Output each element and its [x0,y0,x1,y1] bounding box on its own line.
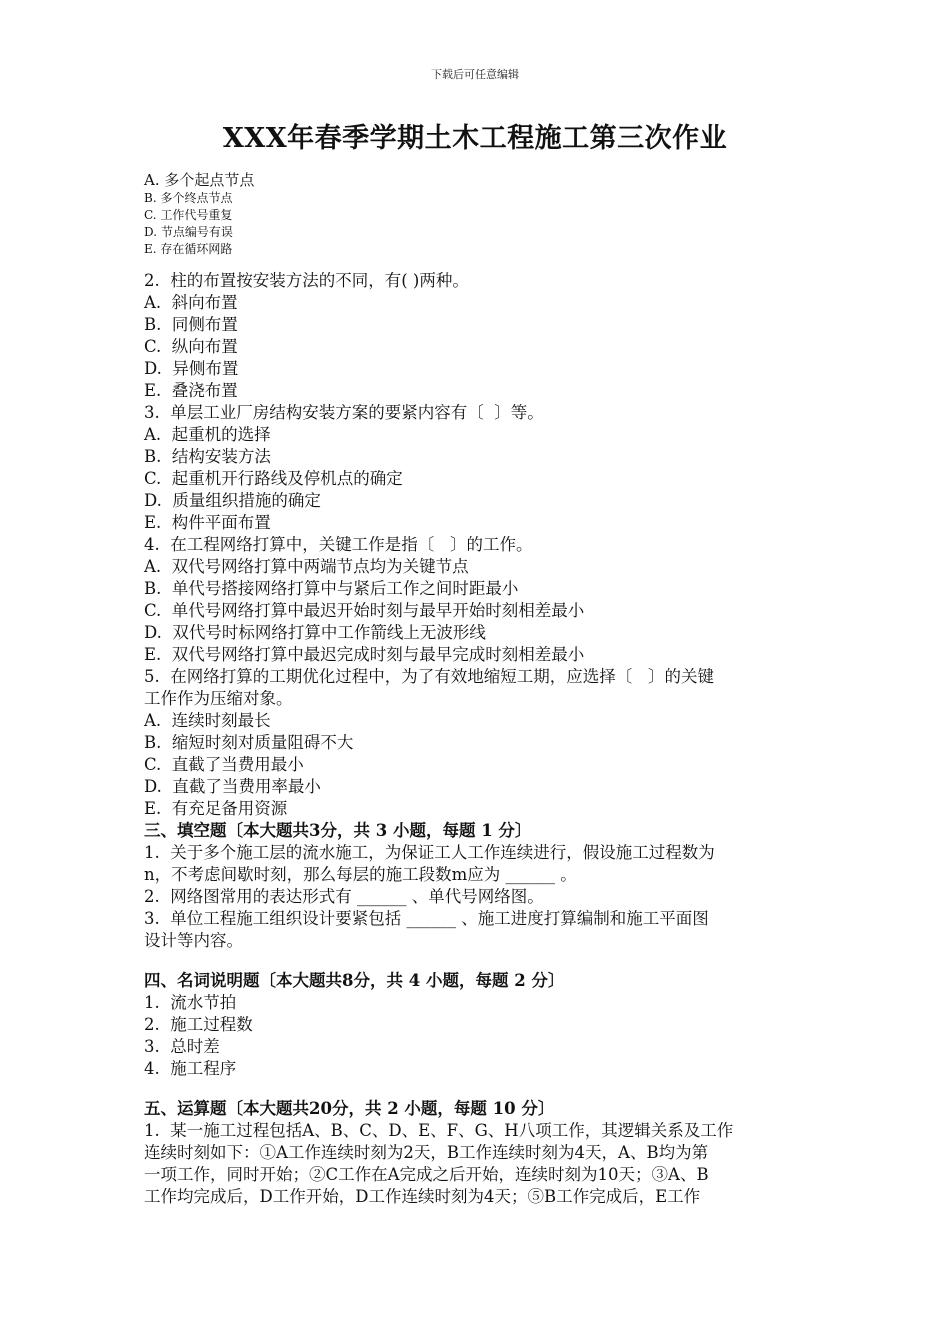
text-line: 3. 总时差 [144,1037,220,1056]
text-line: C. 直截了当费用最小 [144,755,304,774]
text-line: D. 直截了当费用率最小 [144,777,321,796]
text-line: 5. 在网络打算的工期优化过程中，为了有效地缩短工期，应选择〔 〕的关键 [144,667,714,686]
section-heading: 三、填空题〔本大题共3分，共 3 小题，每题 1 分〕 [144,821,532,840]
text-line: A. 起重机的选择 [144,425,271,444]
text-line: 4. 施工程序 [144,1059,237,1078]
text-line: 2. 网络图常用的表达形式有 ______ 、单代号网络图。 [144,887,544,906]
text-line: E. 有充足备用资源 [144,799,288,818]
question-1-options [144,172,809,258]
section-3 [144,820,809,952]
text-line: 3. 单位工程施工组织设计要紧包括 ______ 、施工进度打算编制和施工平面图 [144,909,709,928]
text-line: 一项工作，同时开始；②C工作在A完成之后开始，连续时刻为10天；③A、B [144,1165,709,1184]
text-line: D. 异侧布置 [144,359,239,378]
option-line: E. 存在循环网路 [144,242,233,256]
text-line: A. 斜向布置 [144,293,238,312]
option-line: D. 节点编号有误 [144,225,233,239]
text-line: 工作均完成后，D工作开始，D工作连续时刻为4天；⑤B工作完成后，E工作 [144,1187,701,1206]
text-line: 4. 在工程网络打算中，关键工作是指〔 〕的工作。 [144,535,533,554]
text-line: n，不考虑间歇时刻，那么每层的施工段数m应为 ______ 。 [144,865,577,884]
section-4 [144,970,809,1080]
text-line: B. 同侧布置 [144,315,238,334]
document-title: XXX年春季学期土木工程施工第三次作业 [222,123,728,154]
text-line: B. 单代号搭接网络打算中与紧后工作之间时距最小 [144,579,519,598]
section-heading: 五、运算题〔本大题共20分，共 2 小题，每题 10 分〕 [144,1099,555,1118]
text-line: 3. 单层工业厂房结构安装方案的要紧内容有〔 〕等。 [144,403,544,422]
text-line: 2. 施工过程数 [144,1015,253,1034]
text-line: 设计等内容。 [144,931,243,950]
text-line: E. 构件平面布置 [144,513,271,532]
text-line: D. 质量组织措施的确定 [144,491,321,510]
text-line: 连续时刻如下：①A工作连续时刻为2天，B工作连续时刻为4天，A、B均为第 [144,1143,709,1162]
text-line: 1. 关于多个施工层的流水施工，为保证工人工作连续进行，假设施工过程数为 [144,843,715,862]
text-line: C. 纵向布置 [144,337,238,356]
text-line: C. 起重机开行路线及停机点的确定 [144,469,403,488]
section-heading: 四、名词说明题〔本大题共8分，共 4 小题，每题 2 分〕 [144,971,565,990]
text-line: 工作作为压缩对象。 [144,689,293,708]
text-line: B. 缩短时刻对质量阻碍不大 [144,733,354,752]
text-line: A. 连续时刻最长 [144,711,271,730]
section-5 [144,1098,809,1208]
text-line: C. 单代号网络打算中最迟开始时刻与最早开始时刻相差最小 [144,601,585,620]
option-line: A. 多个起点节点 [144,171,255,189]
text-line: B. 结构安装方法 [144,447,271,466]
text-line: E. 叠浇布置 [144,381,238,400]
option-line: B. 多个终点节点 [144,191,233,205]
text-line: 1. 流水节拍 [144,993,237,1012]
page-header: 下载后可任意编辑 [431,68,519,81]
text-line: D. 双代号时标网络打算中工作箭线上无波形线 [144,623,486,642]
text-line: 1. 某一施工过程包括A、B、C、D、E、F、G、H八项工作，其逻辑关系及工作 [144,1121,734,1140]
questions-2-to-5 [144,270,809,820]
text-line: A. 双代号网络打算中两端节点均为关键节点 [144,557,469,576]
option-line: C. 工作代号重复 [144,208,233,222]
document-body [144,172,809,1208]
text-line: 2. 柱的布置按安装方法的不同，有( )两种。 [144,271,469,290]
text-line: E. 双代号网络打算中最迟完成时刻与最早完成时刻相差最小 [144,645,585,664]
